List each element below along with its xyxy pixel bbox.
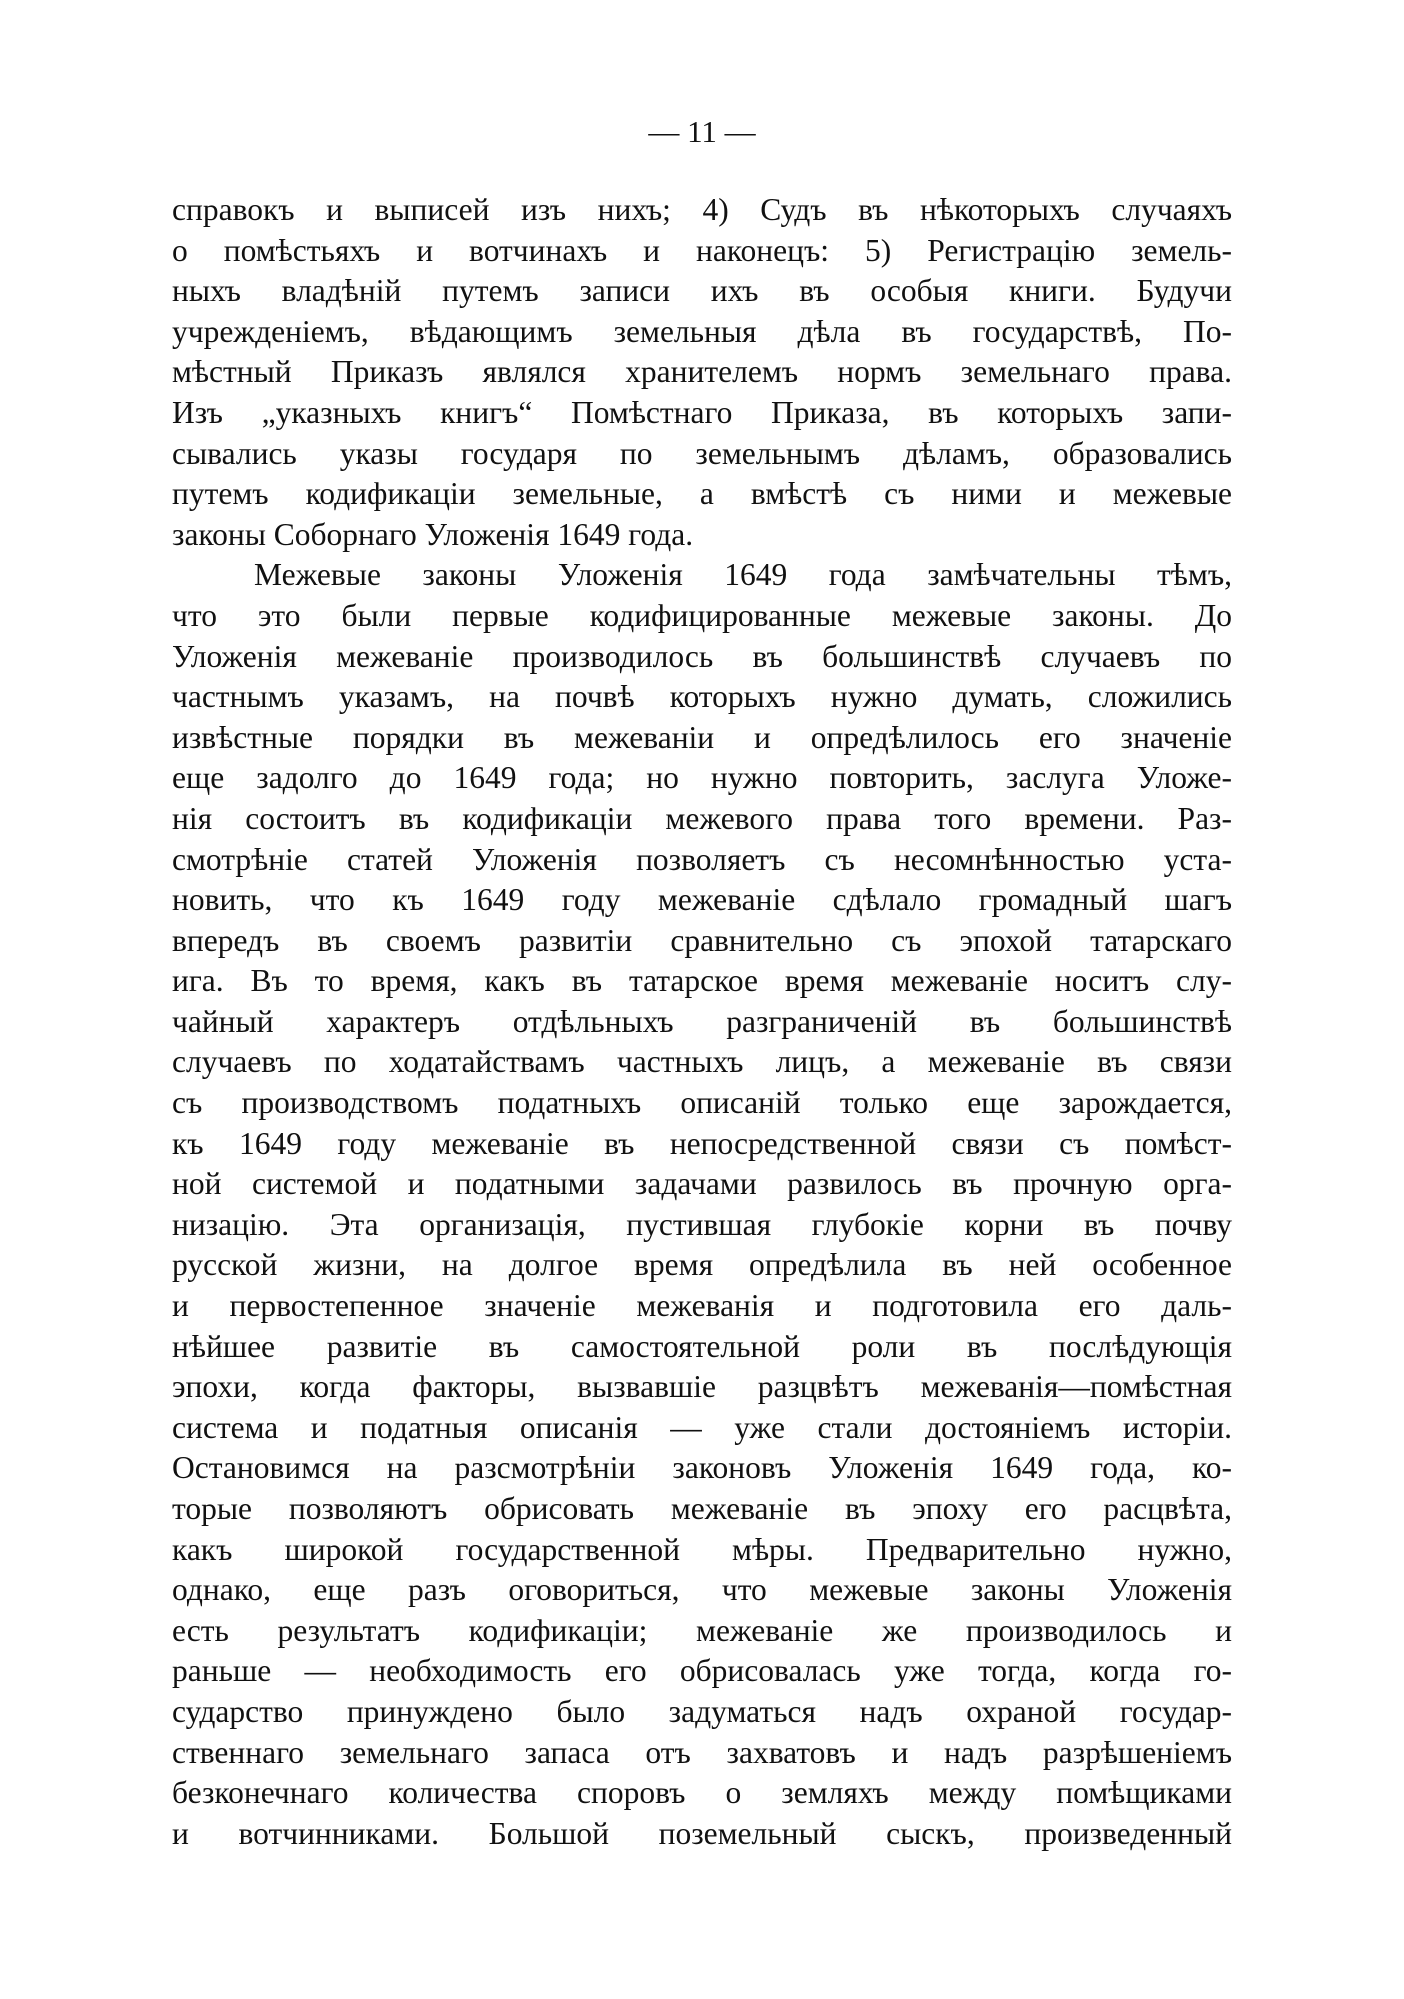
text-line: русской жизни, на долгое время опредѣлила въ ней особенное xyxy=(172,1247,1232,1283)
text-line: извѣстные порядки въ межеваніи и опредѣлилось его значеніе xyxy=(172,719,1232,755)
text-line: законы Соборнаго Уложенія 1649 года. xyxy=(172,516,694,552)
text-line: сударство принуждено было задуматься надъ охраной государ- xyxy=(172,1693,1232,1729)
text-line: однако, еще разъ оговориться, что межевые законы Уложенія xyxy=(172,1572,1232,1608)
text-line: ной системой и податными задачами развилось въ прочную орга- xyxy=(172,1166,1232,1202)
text-line: Изъ „указныхъ книгъ“ Помѣстнаго Приказа, въ которыхъ запи- xyxy=(172,394,1232,430)
text-line: Остановимся на разсмотрѣніи законовъ Уложенія 1649 года, ко- xyxy=(172,1450,1232,1486)
text-line: путемъ кодификаціи земельные, а вмѣстѣ съ ними и межевые xyxy=(172,476,1232,512)
body-text xyxy=(172,190,1232,1854)
text-line: о помѣстьяхъ и вотчинахъ и наконецъ: 5) Регистрацію земель- xyxy=(172,232,1232,268)
text-line: частнымъ указамъ, на почвѣ которыхъ нужно думать, сложились xyxy=(172,679,1232,715)
text-line: еще задолго до 1649 года; но нужно повторить, заслуга Уложе- xyxy=(172,760,1232,796)
text-line: Межевые законы Уложенія 1649 года замѣчательны тѣмъ, xyxy=(254,557,1232,593)
text-line: низацію. Эта организація, пустившая глубокіе корни въ почву xyxy=(172,1206,1232,1242)
text-line: что это были первые кодифицированные межевые законы. До xyxy=(172,597,1232,633)
text-line: эпохи, когда факторы, вызвавшіе разцвѣтъ межеванія—помѣстная xyxy=(172,1369,1232,1405)
page-number: — 11 — xyxy=(648,114,756,149)
text-line: Уложенія межеваніе производилось въ большинствѣ случаевъ по xyxy=(172,638,1232,674)
text-line: учрежденіемъ, вѣдающимъ земельныя дѣла въ государствѣ, По- xyxy=(172,313,1232,349)
text-line: къ 1649 году межеваніе въ непосредственной связи съ помѣст- xyxy=(172,1125,1232,1161)
text-line: раньше — необходимость его обрисовалась уже тогда, когда го- xyxy=(172,1653,1232,1689)
text-line: случаевъ по ходатайствамъ частныхъ лицъ, а межеваніе въ связи xyxy=(172,1044,1232,1080)
text-line: сывались указы государя по земельнымъ дѣламъ, образовались xyxy=(172,435,1232,471)
text-line: безконечнаго количества споровъ о земляхъ между помѣщиками xyxy=(172,1775,1232,1811)
text-line: нѣйшее развитіе въ самостоятельной роли въ послѣдующія xyxy=(172,1328,1232,1364)
text-line: чайный характеръ отдѣльныхъ разграниченій въ большинствѣ xyxy=(172,1003,1232,1039)
text-line: впередъ въ своемъ развитіи сравнительно съ эпохой татарскаго xyxy=(172,922,1232,958)
text-line: съ производствомъ податныхъ описаній только еще зарождается, xyxy=(172,1085,1232,1121)
text-line: нія состоитъ въ кодификаціи межевого права того времени. Раз- xyxy=(172,800,1232,836)
text-line: торые позволяютъ обрисовать межеваніе въ эпоху его расцвѣта, xyxy=(172,1491,1232,1526)
text-line: новить, что къ 1649 году межеваніе сдѣлало громадный шагъ xyxy=(172,882,1232,918)
text-line: мѣстный Приказъ являлся хранителемъ нормъ земельнаго права. xyxy=(172,354,1232,390)
text-line: есть результатъ кодификаціи; межеваніе же производилось и xyxy=(172,1612,1232,1648)
paragraph-2 xyxy=(172,555,1232,1854)
text-line: система и податныя описанія — уже стали достояніемъ исторіи. xyxy=(172,1409,1232,1445)
text-line: ныхъ владѣній путемъ записи ихъ въ особыя книги. Будучи xyxy=(172,273,1232,309)
text-line: справокъ и выписей изъ нихъ; 4) Судъ въ нѣкоторыхъ случаяхъ xyxy=(172,192,1232,227)
text-line: ига. Въ то время, какъ въ татарское время межеваніе носитъ слу- xyxy=(172,963,1232,999)
paragraph-1 xyxy=(172,190,1232,555)
text-line: и первостепенное значеніе межеванія и подготовила его даль- xyxy=(172,1288,1232,1324)
text-line: смотрѣніе статей Уложенія позволяетъ съ несомнѣнностью уста- xyxy=(172,841,1232,877)
text-line: и вотчинниками. Большой поземельный сыскъ, произведенный xyxy=(172,1815,1232,1851)
text-line: ственнаго земельнаго запаса отъ захватовъ и надъ разрѣшеніемъ xyxy=(172,1734,1232,1770)
text-line: какъ широкой государственной мѣры. Предварительно нужно, xyxy=(172,1531,1232,1567)
